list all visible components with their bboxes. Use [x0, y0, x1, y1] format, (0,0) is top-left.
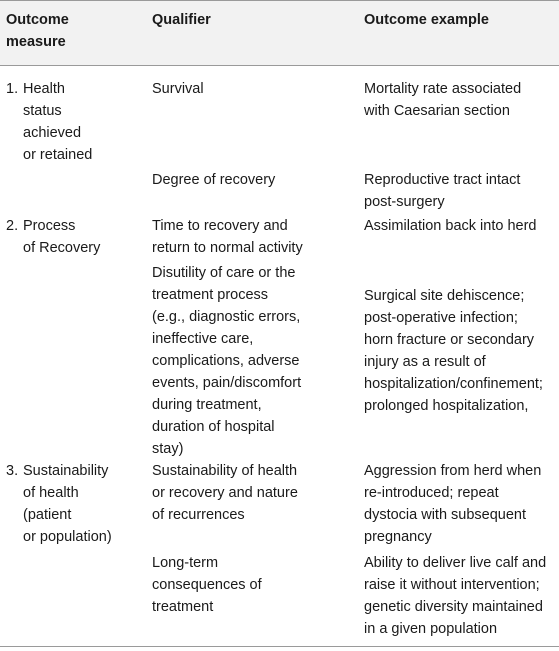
row-3-example-2: Ability to deliver live calf and raise it without intervention; genetic diversity maintained in a given population	[364, 555, 547, 637]
row-2-qualifier-2: Disutility of care or the treatment process (e.g., diagnostic errors, ineffective care, complications, adverse events, pain/discomfort during treatment, duration of hospital stay)	[152, 265, 302, 457]
row-2-example-1: Assimilation back into herd	[364, 218, 537, 234]
row-1-number: 1.	[6, 81, 19, 97]
row-3-example-1: Aggression from herd when re-introduced; repeat dystocia with subsequent pregnancy	[364, 463, 542, 545]
table-bottom-rule	[0, 646, 559, 647]
table-top-rule	[0, 0, 559, 1]
row-2-number: 2.	[6, 218, 19, 234]
row-3-qualifier-1: Sustainability of health or recovery and nature of recurrences	[152, 463, 298, 523]
header-outcome-example: Outcome example	[364, 12, 489, 28]
row-1-qualifier-1: Survival	[152, 81, 204, 97]
row-2-measure: Process of Recovery	[23, 218, 101, 256]
row-2-example-2: Surgical site dehiscence; post-operative infection; horn fracture or secondary injury as a result of hospitalization/confinement; prolonged hospitalization,	[364, 288, 543, 414]
row-1-example-1: Mortality rate associated with Caesarian section	[364, 81, 522, 119]
row-1-example-2: Reproductive tract intact post-surgery	[364, 172, 521, 210]
row-1-qualifier-2: Degree of recovery	[152, 172, 276, 188]
header-outcome-measure: Outcome measure	[6, 12, 69, 50]
row-3-measure: Sustainability of health (patient or population)	[23, 463, 112, 545]
header-qualifier: Qualifier	[152, 12, 211, 28]
row-3-number: 3.	[6, 463, 19, 479]
row-1-measure: Health status achieved or retained	[23, 81, 93, 163]
header-bottom-rule	[0, 65, 559, 66]
row-2-qualifier-1: Time to recovery and return to normal activity	[152, 218, 303, 256]
row-3-qualifier-2: Long-term consequences of treatment	[152, 555, 262, 615]
